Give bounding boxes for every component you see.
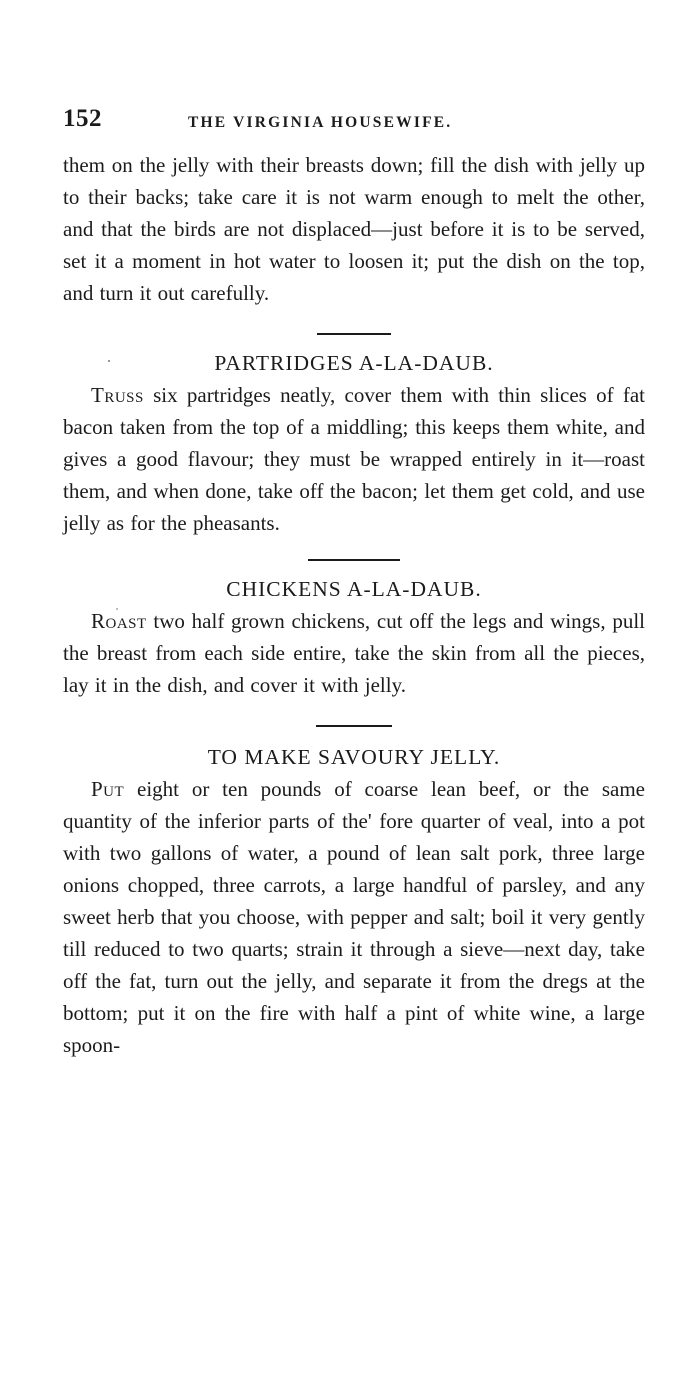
recipe-text: eight or ten pounds of coarse lean beef, or the same quantity of the inferior parts of the' fore quarter of veal, into a pot with two gallons of water, a pound of lean salt pork, three large onions chopped, three carrots, a large handful of parsley, and any sweet herb that you choose, with pepper and salt; boil it very gently till reduced to two quarts; strain it through a sieve—next day, take off the fat, turn out the jelly, and separate it from the dregs at the bottom; put it on the fire with half a pint of white wine, a large spoon- xyxy=(63,777,645,1057)
recipe-body-savoury-jelly xyxy=(63,773,645,1061)
section-divider xyxy=(316,725,392,727)
recipe-text: six partridges neatly, cover them with thin slices of fat bacon taken from the top of a middling; this keeps them white, and gives a good flavour; they must be wrapped entirely in it—roast them, and when done, take off the bacon; let them get cold, and use jelly as for the pheasants. xyxy=(63,383,645,535)
recipe-body-chickens xyxy=(63,605,645,701)
recipe-text: two half grown chickens, cut off the legs and wings, pull the breast from each side entire, take the skin from all the pieces, lay it in the dish, and cover it with jelly. xyxy=(63,609,645,697)
running-head xyxy=(63,105,645,145)
recipe-lead-word: Roast xyxy=(91,609,147,633)
recipe-title-partridges: PARTRIDGES A-LA-DAUB. xyxy=(214,351,494,375)
continuation-paragraph: them on the jelly with their breasts down; fill the dish with jelly up to their backs; take care it is not warm enough to melt the other, and that the birds are not displaced—just before it is to be served, set it a moment in hot water to loosen it; put the dish on the top, and turn it out carefully. xyxy=(63,153,645,305)
recipe-lead-word: Put xyxy=(91,777,125,801)
running-title: THE VIRGINIA HOUSEWIFE. xyxy=(188,114,453,131)
page-number: 152 xyxy=(63,105,102,132)
book-page xyxy=(63,105,645,1061)
section-divider xyxy=(308,559,400,561)
recipe-lead-word: Truss xyxy=(91,383,144,407)
recipe-title-savoury-jelly: TO MAKE SAVOURY JELLY. xyxy=(207,745,501,769)
recipe-body-partridges xyxy=(63,379,645,539)
section-divider xyxy=(317,333,391,335)
recipe-title-chickens: CHICKENS A-LA-DAUB. xyxy=(226,577,482,601)
